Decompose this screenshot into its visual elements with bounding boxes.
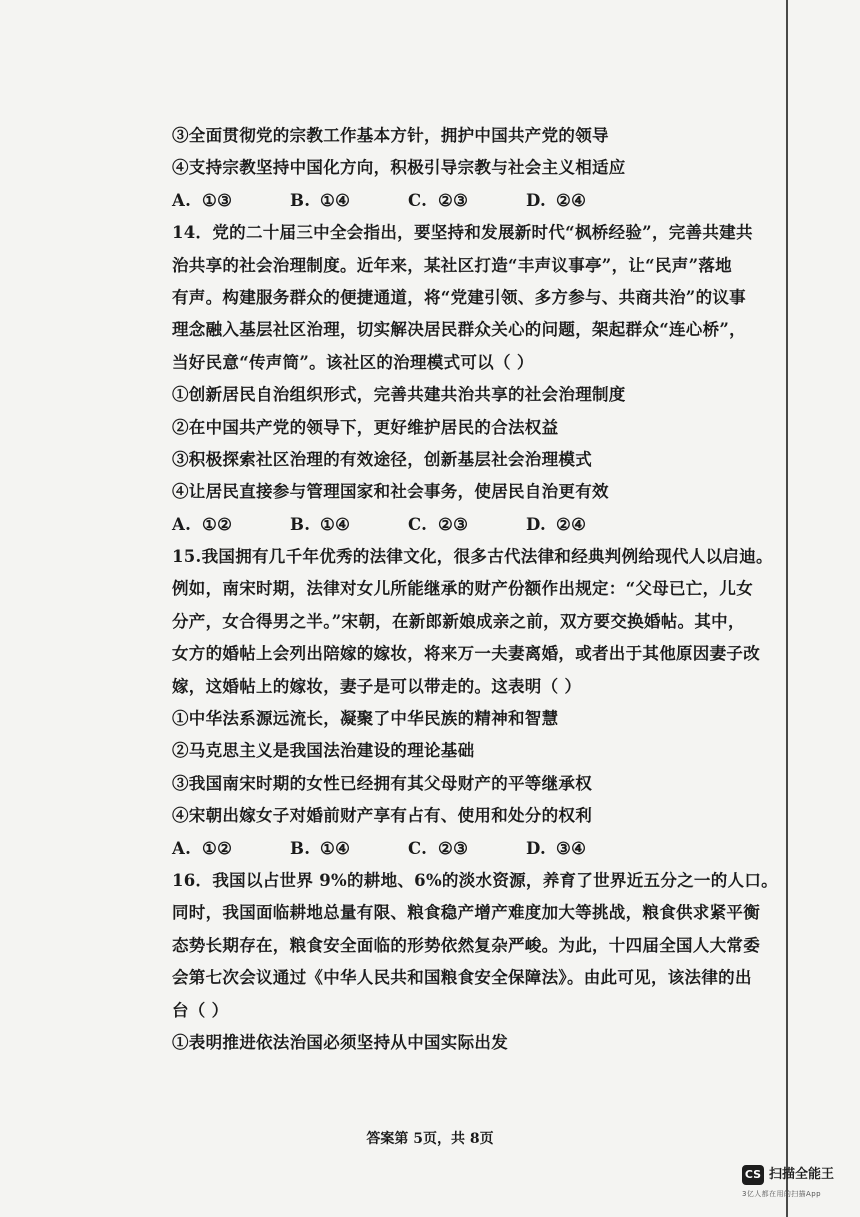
scan-edge-line: [786, 0, 788, 1217]
question-stem-line: 分产，女合得男之半。”宋朝，在新郎新娘成亲之前，双方要交换婚帖。其中，: [172, 611, 745, 631]
question-stem-line: 14．党的二十届三中全会指出，要坚持和发展新时代“枫桥经验”，完善共建共: [172, 223, 753, 243]
scanner-app-badge: [742, 1163, 852, 1207]
option-item: ④宋朝出嫁女子对婚前财产享有占有、使用和处分的权利: [172, 806, 592, 826]
choice-b: B. ①④: [290, 514, 351, 534]
option-item: ③全面贯彻党的宗教工作基本方针，拥护中国共产党的领导: [172, 126, 609, 145]
option-item: ②马克思主义是我国法治建设的理论基础: [172, 741, 475, 761]
question-stem-line: 15.我国拥有几千年优秀的法律文化，很多古代法律和经典判例给现代人以启迪。: [172, 547, 773, 567]
camscanner-logo-icon: CS: [742, 1165, 764, 1185]
question-stem-line: 理念融入基层社区治理，切实解决居民群众关心的问题，架起群众“连心桥”，: [172, 320, 746, 340]
choice-b: B. ①④: [290, 838, 351, 858]
option-item: ③积极探索社区治理的有效途径，创新基层社会治理模式: [172, 449, 592, 469]
question-stem-line: 女方的婚帖上会列出陪嫁的嫁妆，将来万一夫妻离婚，或者出于其他原因妻子改: [172, 644, 760, 664]
choice-a: A. ①②: [172, 514, 233, 534]
question-stem-line: 嫁，这婚帖上的嫁妆，妻子是可以带走的。这表明（ ）: [172, 676, 582, 696]
question-14: [172, 217, 753, 541]
option-item: ③我国南宋时期的女性已经拥有其父母财产的平等继承权: [172, 773, 592, 793]
option-item: ④让居民直接参与管理国家和社会事务，使居民自治更有效: [172, 482, 609, 502]
question-stem-line: 16．我国以占世界 9%的耕地、6%的淡水资源，养育了世界近五分之一的人口。: [172, 870, 778, 890]
answer-choices: [172, 509, 732, 541]
option-item: ①表明推进依法治国必须坚持从中国实际出发: [172, 1032, 508, 1052]
question-13-tail: [172, 120, 732, 217]
question-stem-line: 同时，我国面临耕地总量有限、粮食稳产增产难度加大等挑战，粮食供求紧平衡: [172, 903, 760, 923]
option-item: ①中华法系源远流长，凝聚了中华民族的精神和智慧: [172, 709, 559, 729]
option-item: ①创新居民自治组织形式，完善共建共治共享的社会治理制度: [172, 385, 626, 405]
question-stem-line: 台（ ）: [172, 1000, 229, 1020]
choice-d: D. ③④: [526, 838, 587, 858]
question-stem-line: 例如，南宋时期，法律对女儿所能继承的财产份额作出规定：“父母已亡，儿女: [172, 579, 753, 599]
question-content: [172, 120, 778, 1059]
option-item: ④支持宗教坚持中国化方向，积极引导宗教与社会主义相适应: [172, 158, 626, 178]
choice-a: A. ①②: [172, 838, 233, 858]
choice-d: D. ②④: [526, 190, 587, 210]
choice-c: C. ②③: [408, 514, 469, 534]
scanner-app-tagline: 3亿人都在用的扫描App: [742, 1190, 821, 1198]
choice-c: C. ②③: [408, 838, 469, 858]
choice-d: D. ②④: [526, 514, 587, 534]
choice-b: B. ①④: [290, 190, 351, 210]
scanner-app-name: 扫描全能王: [769, 1167, 835, 1182]
answer-choices: [172, 185, 732, 217]
page-footer: 答案第 5页，共 8页: [366, 1131, 494, 1147]
answer-choices: [172, 833, 732, 865]
choice-a: A. ①③: [172, 190, 233, 210]
question-stem-line: 治共享的社会治理制度。近年来，某社区打造“丰声议事亭”，让“民声”落地: [172, 255, 732, 275]
question-stem-line: 有声。构建服务群众的便捷通道，将“党建引领、多方参与、共商共治”的议事: [172, 287, 746, 307]
option-item: ②在中国共产党的领导下，更好维护居民的合法权益: [172, 417, 559, 437]
question-16: [172, 865, 778, 1059]
choice-c: C. ②③: [408, 190, 469, 210]
question-stem-line: 当好民意“传声筒”。该社区的治理模式可以（ ）: [172, 352, 534, 372]
question-stem-line: 会第七次会议通过《中华人民共和国粮食安全保障法》。由此可见，该法律的出: [172, 968, 752, 988]
question-stem-line: 态势长期存在，粮食安全面临的形势依然复杂严峻。为此，十四届全国人大常委: [172, 935, 760, 955]
question-15: [172, 541, 773, 865]
